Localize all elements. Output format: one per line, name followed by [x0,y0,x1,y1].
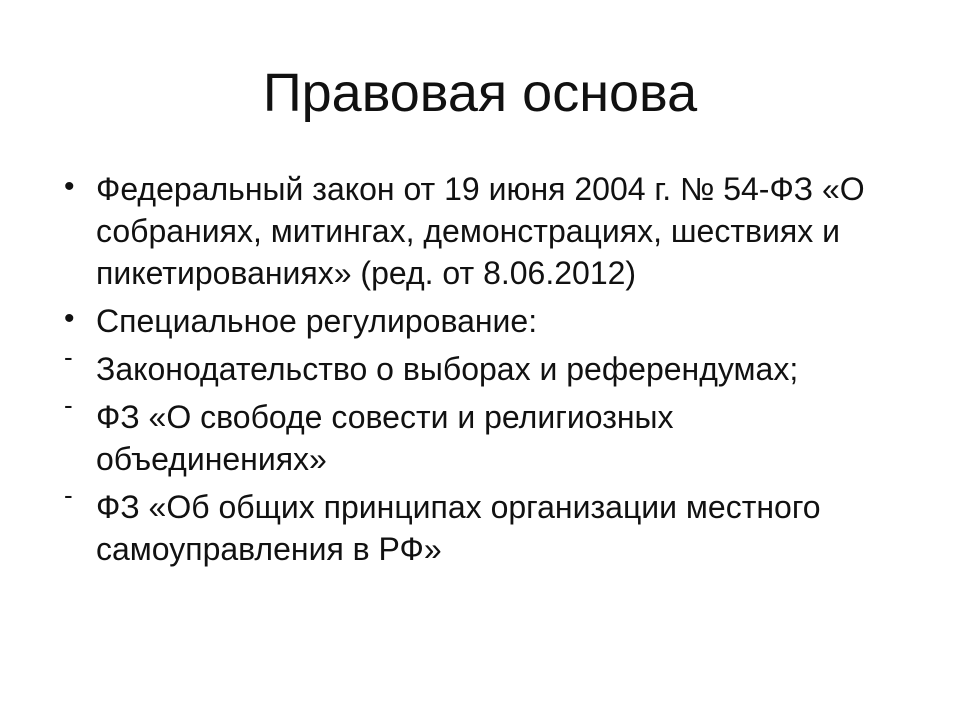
bullet-marker: • [64,302,75,335]
slide-title: Правовая основа [262,63,698,123]
list-item-elections-law [64,342,904,390]
list-item-freedom-of-conscience [64,390,904,480]
bullet-marker: • [64,170,75,203]
dash-marker: - [64,342,73,372]
list-item-federal-law [64,168,904,294]
list-item-special-regulation [64,300,904,342]
list-item-text: Законодательство о выборах и референдумах; [96,351,799,387]
list-item-text: Федеральный закон от 19 июня 2004 г. № 54-ФЗ «О собраниях, митингах, демонстрациях, шествиях и пикетированиях» (ред. от 8.06.2012) [96,171,865,291]
list-item-text: Специальное регулирование: [96,303,538,339]
dash-marker: - [64,480,73,510]
list-item-local-self-government [64,480,904,570]
list-item-text: ФЗ «Об общих принципах организации местного самоуправления в РФ» [96,489,821,567]
list-item-text: ФЗ «О свободе совести и религиозных объединениях» [96,399,674,477]
dash-marker: - [64,390,73,420]
bullet-list [64,168,904,576]
